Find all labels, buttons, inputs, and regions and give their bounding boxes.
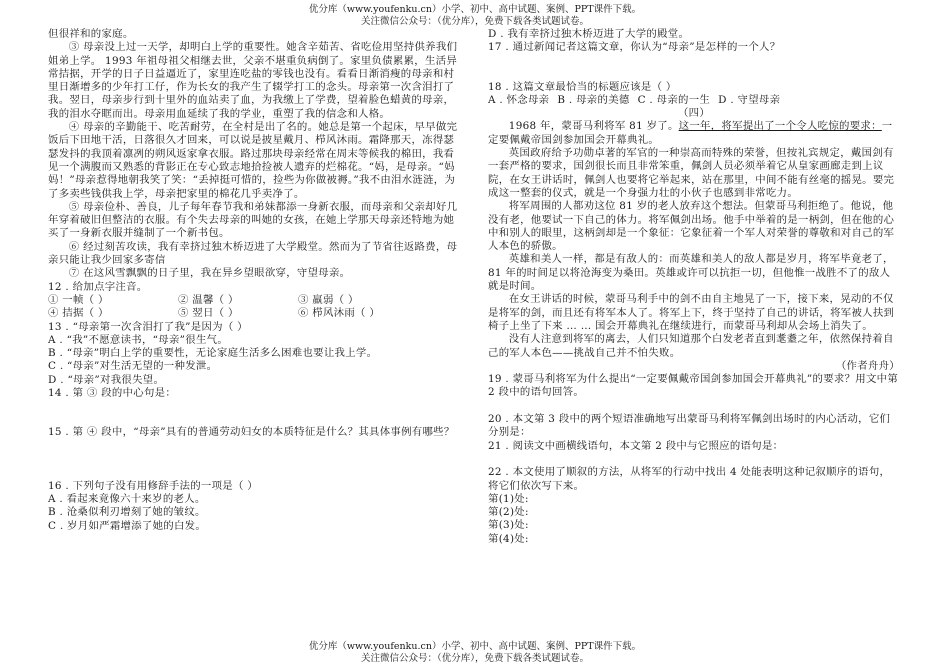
answer-space [48, 400, 460, 426]
question-13: 13 . “母亲第一次含泪打了我”是因为（ ） [48, 320, 248, 333]
question-17: 17 . 通过新闻记者这篇文章，你认为“母亲”是怎样的一个人？ [488, 41, 781, 54]
q12-row-2 [48, 307, 460, 320]
passage2-paragraph-3: 将军周围的人都劝这位 81 岁的老人放弃这个想法。但蒙哥马利拒绝了。他说，他没有老，他要试一下自己的体力。将军佩剑出场。他手中举着的是一柄剑，但在他的心中和别人的眼里，这柄剑却是一个象征：它象征着一个军人对荣誉的尊敬和对自己的军人本色的骄傲。 [488, 200, 895, 253]
q22-item-4: 第(4)处: [488, 532, 529, 545]
q12-item: ③ 羸弱（ ） [298, 293, 359, 306]
answer-space [488, 400, 900, 413]
answer-space [488, 453, 900, 466]
question-21: 21 . 阅读文中画横线语句，本文第 2 段中与它照应的语句是： [488, 439, 784, 452]
passage-paragraph-6: ⑥ 经过刻苦攻读，我有幸挤过独木桥迈进了大学殿堂。然而为了节省往返路费，母亲只能让我少回家多寄信 [48, 240, 458, 267]
page-header [0, 4, 950, 28]
q22-item-2: 第(2)处: [488, 506, 529, 519]
question-12: 12 . 给加点字注音。 [48, 280, 148, 293]
q16-option-a: A . 看起来竟像六十来岁的老人。 [48, 492, 206, 505]
question-15: 15 . 第 ④ 段中，“母亲”具有的普通劳动妇女的本质特征是什么？其具体事例有哪些？ [48, 426, 455, 439]
q16-option-d: D . 我有幸挤过独木桥迈进了大学的殿堂。 [488, 28, 690, 40]
left-column [48, 28, 460, 533]
passage2-text: 1968 年，蒙哥马利将军 81 岁了。 [508, 120, 679, 133]
q18-options [488, 94, 900, 107]
footer-line-2: 关注微信公众号：（优分库），免费下载各类试题试卷。 [360, 653, 589, 664]
q12-item: ④ 拮据（ ） [48, 307, 109, 320]
passage2-text: 一定要佩戴帝国剑参加国会开幕典礼。 [488, 120, 893, 146]
passage2-paragraph-1 [488, 120, 900, 147]
q13-option-b: B . “母亲”明白上学的重要性，无论家庭生活多么困难也要让我上学。 [48, 347, 378, 360]
q12-item: ⑥ 栉风沐雨（ ） [298, 307, 381, 320]
question-16: 16 . 下列句子没有用修辞手法的一项是（ ） [48, 479, 258, 492]
passage2-paragraph-6: 没有人注意到将军的离去，人们只知道那个白发老者直到耄耋之年，依然保持着自己的军人本色——挑战自己并不怕失败。 [488, 333, 894, 359]
q22-item-3: 第(3)处: [488, 519, 529, 532]
question-19: 19 . 蒙哥马利将军为什么提出“一定要佩戴帝国剑参加国会开幕典礼”的要求？用文中第 2 段中的语句回答。 [488, 373, 899, 399]
q12-item: ① 一帧（ ） [48, 293, 109, 306]
underlined-sentence: 这一年，将军提出了一个令人吃惊的要求： [678, 120, 882, 133]
right-column [488, 28, 900, 546]
q18-option-a: A . 怀念母亲 [488, 93, 550, 106]
header-line-2: 关注微信公众号：（优分库），免费下载各类试题试卷。 [360, 16, 589, 27]
q18-option-b: B . 母亲的美德 [557, 93, 630, 106]
passage-paragraph-3: ③ 母亲没上过一天学，却明白上学的重要性。她含辛茹苦、省吃俭用坚持供养我们姐弟上学。 1993 年祖母祖父相继去世，父亲不堪重负病倒了。家里负债累累，生活异常拮据，开学的日子日益逼近了，家里连吃盐的零钱也没有。看看日渐消瘦的母亲和村里日渐增多的少年打工仔，作为长女的我产生了辍学打工的念头。母亲第一次含泪打了我。翌日，母亲步行到十里外的血站卖了血，为我缴上了学费，望着脸色蜡黄的母亲，我的泪水夺眶而出。母亲用血延续了我的学业，重塑了我的信念和人格。 [48, 41, 458, 120]
answer-space [488, 55, 900, 81]
q13-option-d: D . “母亲”对我很失望。 [48, 373, 165, 386]
page-footer [0, 641, 950, 665]
passage-paragraph-7: ⑦ 在这风雪飘飘的日子里，我在异乡望眼欲穿，守望母亲。 [68, 267, 351, 280]
q16-option-b: B . 沧桑似利刃增刻了她的皱纹。 [48, 506, 206, 519]
passage-paragraph-5: ⑤ 母亲俭朴、善良，儿子每年春节我和弟妹都添一身新衣服，而母亲和父亲却好几年穿着破旧但整洁的衣服。有个失去母亲的叫她的女孩，在她上学那天母亲还特地为她买了一身新衣服并缝制了一个新书包。 [48, 200, 458, 240]
section-heading: （四） [677, 107, 711, 120]
q13-option-c: C . “母亲”对生活无望的一种发泄。 [48, 360, 218, 373]
q13-option-a: A . “我”不愿意读书，“母亲”很生气。 [48, 333, 229, 346]
question-22: 22 . 本文使用了顺叙的方法，从将军的行动中找出 4 处能表明这种记叙顺序的语句，将它们依次写下来。 [488, 466, 891, 492]
answer-space [48, 440, 460, 480]
header-line-1: 优分库（www.youfenku.cn）小学、初中、高中试题、案例、PPT课件下载。 [308, 4, 642, 15]
passage-paragraph: 但很祥和的家庭。 [48, 28, 134, 40]
q12-row-1 [48, 294, 460, 307]
q18-option-d: D . 守望母亲 [718, 93, 781, 106]
passage2-paragraph-5: 在女王讲话的时候，蒙哥马利手中的剑不由自主地晃了一下，接下来，晃动的不仅是将军的剑，而且还有将军本人了。将军上下，终于坚持了自己的讲话，将军被人扶到椅子上坐了下来 … … 国会开幕典礼在继续进行，而蒙哥马利却从会场上消失了。 [488, 293, 895, 332]
q16-option-c: C . 岁月如严霜增添了她的白发。 [48, 519, 207, 532]
q22-item-1: 第(1)处: [488, 492, 529, 505]
question-18: 18 . 这篇文章最恰当的标题应该是（ ） [488, 80, 677, 93]
q12-item: ② 温馨（ ） [178, 293, 239, 306]
q18-option-c: C . 母亲的一生 [637, 93, 711, 106]
passage-paragraph-4: ④ 母亲的辛勤能干、吃苦耐劳，在全村是出了名的。她总是第一个起床，早早做完饭后下田地干活，日落很久才回来，可以说是披星戴月、栉风沐雨。霜降那天，冻得瑟瑟发抖的我顶着凛冽的朔风返家拿衣服。路过那块母亲经常在周末等候我的棉田，我看见一个满腹而又熟悉的背影正在专心致志地拾捡被人遗弃的烂棉花。“妈，是母亲。“妈妈！”母亲惹得地朝我笑了笑：“丢掉挺可惜的，捡些为你做被褥。”我不由泪水涟涟，为了多卖些钱供我上学，母亲把家里的棉花几乎卖净了。 [48, 121, 458, 200]
question-20: 20 . 本文第 3 段中的两个短语准确地写出蒙哥马利将军佩剑出场时的内心活动，它们分别是： [488, 413, 891, 439]
footer-line-1: 优分库（www.youfenku.cn）小学、初中、高中试题、案例、PPT课件下载。 [308, 641, 642, 652]
passage2-paragraph-2: 英国政府给予功勋卓著的军官的一种崇高而特殊的荣誉，但按礼宾规定，戴国剑有一套严格的要求，国剑很长而且非常笨重，佩剑人员必须举着它从皇家画廊走到上议院，在女王讲话时，佩剑人也要将它举起来，站在那里，中间不能有丝毫的摇晃。要完成这一整套的仪式，就是一个身强力壮的小伙子也感到非常吃力。 [488, 147, 895, 199]
passage2-paragraph-4: 英雄和美人一样，都是有敌人的：而英雄和美人的敌人都是岁月，将军毕竟老了， 81 年的时间足以将沧海变为桑田。英雄或许可以抗拒一切，但他惟一战胜不了的敌人就是时间。 [488, 253, 894, 293]
author-credit: （作者舟舟） [835, 359, 900, 372]
question-14: 14 . 第 ③ 段的中心句是： [48, 387, 177, 400]
q12-item: ⑤ 翌日（ ） [178, 307, 239, 320]
